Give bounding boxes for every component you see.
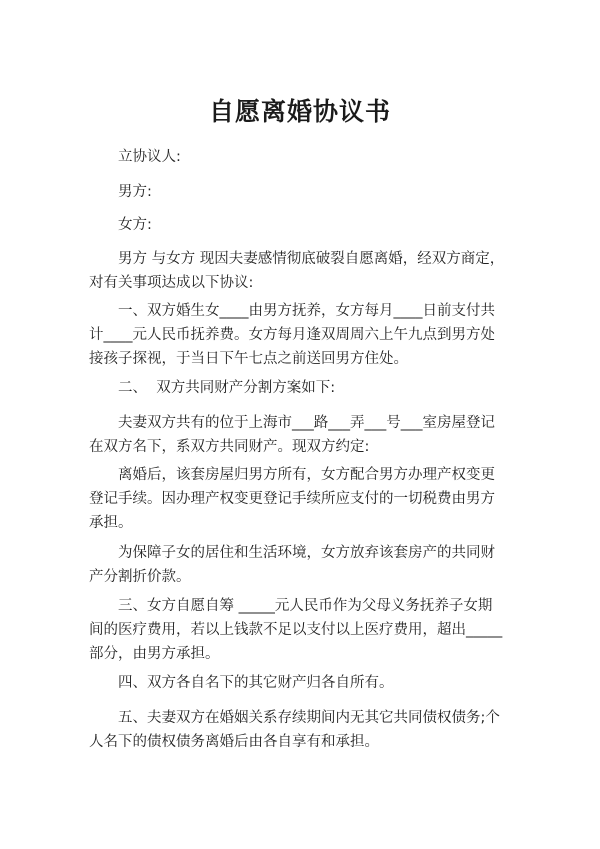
paragraph-property-house: 夫妻双方共有的位于上海市___路___弄___号___室房屋登记在双方名下，系双方共同财产。现双方约定: [89,415,495,455]
paragraph-property-transfer: 离婚后，该套房屋归男方所有，女方配合男方办理产权变更登记手续。因办理产权变更登记手续所应支付的一切税费由男方承担。 [89,467,495,531]
female-party-label: 女方: [118,217,152,233]
paragraph-clause-4: 四、双方各自名下的其它财产归各自所有。 [118,675,394,691]
male-party-label: 男方: [118,184,152,200]
agreement-party-label: 立协议人: [118,149,181,165]
document-title: 自愿离婚协议书 [208,97,391,126]
paragraph-property-waiver: 为保障子女的居住和生活环境，女方放弃该套房产的共同财产分割折价款。 [89,545,495,585]
paragraph-intro: 男方 与女方 现因夫妻感情彻底破裂自愿离婚，经双方商定，对有关事项达成以下协议: [89,251,505,291]
paragraph-clause-3: 三、女方自愿自筹 _____元人民币作为父母义务抚养子女期间的医疗费用，若以上钱款不足以支付以上医疗费用，超出_____部分，由男方承担。 [89,598,503,662]
paragraph-clause-1: 一、双方婚生女____由男方抚养，女方每月____日前支付共计____元人民币抚养费。女方每月逢双周周六上午九点到男方处接孩子探视，于当日下午七点之前送回男方住处。 [89,303,495,367]
paragraph-clause-5: 五、夫妻双方在婚姻关系存续期间内无其它共同债权债务;个人名下的债权债务离婚后由各自享有和承担。 [89,710,500,750]
paragraph-clause-2: 二、 双方共同财产分割方案如下: [118,380,336,396]
